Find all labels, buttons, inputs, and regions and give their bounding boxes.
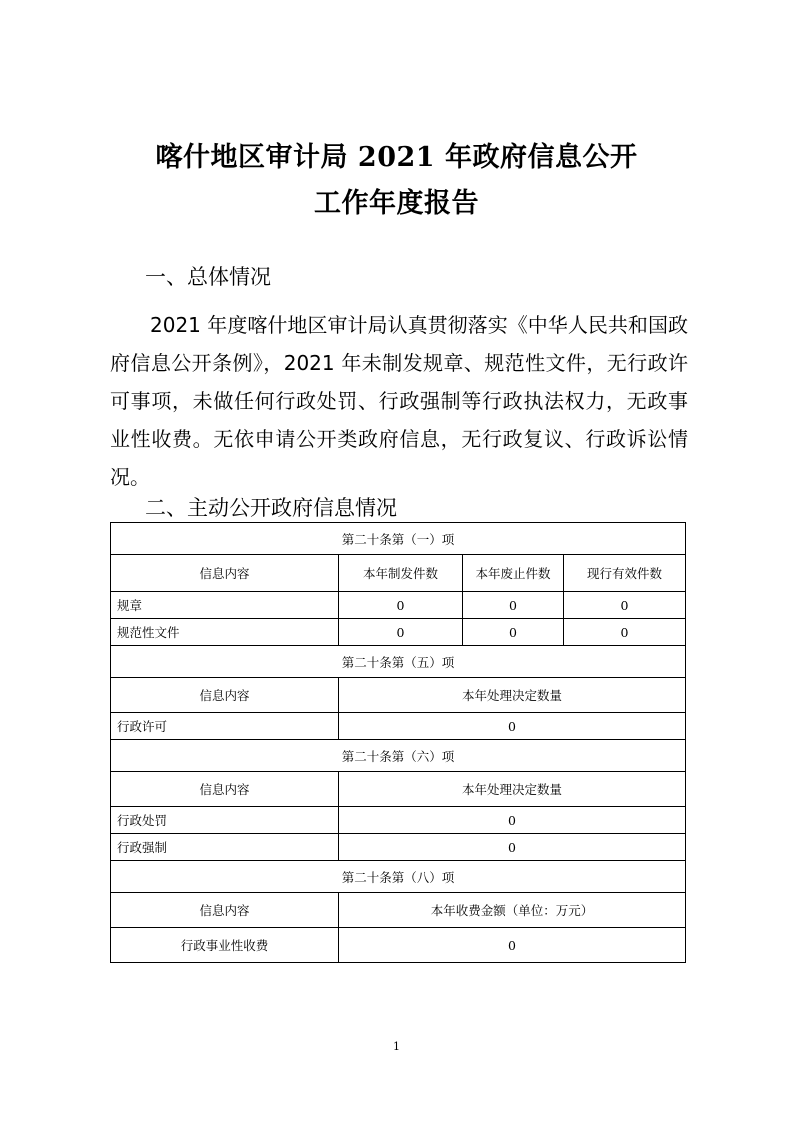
row-label-cell: 规范性文件: [111, 619, 339, 646]
header-cell: 本年收费金额（单位：万元）: [339, 893, 686, 928]
table-section-row: [111, 740, 686, 772]
table-header-row: [111, 772, 686, 807]
value-cell: 0: [463, 592, 564, 619]
table-header-row: [111, 893, 686, 928]
section-title-cell: 第二十条第（一）项: [111, 523, 686, 555]
section-title-cell: 第二十条第（八）项: [111, 861, 686, 893]
table-header-row: [111, 555, 686, 592]
section-heading-overview: 一、总体情况: [145, 265, 271, 289]
section-title-cell: 第二十条第（六）项: [111, 740, 686, 772]
table-section-row: [111, 523, 686, 555]
row-label-cell: 行政处罚: [111, 807, 339, 834]
value-cell: 0: [339, 834, 686, 861]
report-title-line-1: 喀什地区审计局 2021 年政府信息公开: [155, 142, 638, 173]
report-title-line-2: 工作年度报告: [314, 188, 479, 219]
header-cell: 现行有效件数: [564, 555, 686, 592]
value-cell: 0: [463, 619, 564, 646]
header-cell: 信息内容: [111, 678, 339, 713]
table-section-row: [111, 861, 686, 893]
table-section-row: [111, 646, 686, 678]
table-row: [111, 592, 686, 619]
value-cell: 0: [339, 713, 686, 740]
header-cell: 本年处理决定数量: [339, 678, 686, 713]
row-label-cell: 行政强制: [111, 834, 339, 861]
value-cell: 0: [339, 928, 686, 963]
value-cell: 0: [564, 619, 686, 646]
overview-paragraph: 2021 年度喀什地区审计局认真贯彻落实《中华人民共和国政府信息公开条例》，2021 年未制发规章、规范性文件，无行政许可事项，未做任何行政处罚、行政强制等行政执法权力，无政事业性收费。无依申请公开类政府信息，无行政复议、行政诉讼情况。: [110, 313, 688, 489]
value-cell: 0: [339, 807, 686, 834]
header-cell: 本年废止件数: [463, 555, 564, 592]
value-cell: 0: [339, 592, 463, 619]
table-row: [111, 834, 686, 861]
header-cell: 信息内容: [111, 893, 339, 928]
table-row: [111, 807, 686, 834]
value-cell: 0: [564, 592, 686, 619]
page-number: 1: [393, 1040, 400, 1053]
disclosure-table: [110, 522, 686, 963]
table-row: [111, 713, 686, 740]
table-header-row: [111, 678, 686, 713]
header-cell: 本年处理决定数量: [339, 772, 686, 807]
row-label-cell: 行政许可: [111, 713, 339, 740]
header-cell: 信息内容: [111, 555, 339, 592]
table-row: [111, 928, 686, 963]
header-cell: 本年制发件数: [339, 555, 463, 592]
value-cell: 0: [339, 619, 463, 646]
section-title-cell: 第二十条第（五）项: [111, 646, 686, 678]
row-label-cell: 行政事业性收费: [111, 928, 339, 963]
row-label-cell: 规章: [111, 592, 339, 619]
table-row: [111, 619, 686, 646]
header-cell: 信息内容: [111, 772, 339, 807]
section-heading-active-disclosure: 二、主动公开政府信息情况: [145, 496, 397, 520]
